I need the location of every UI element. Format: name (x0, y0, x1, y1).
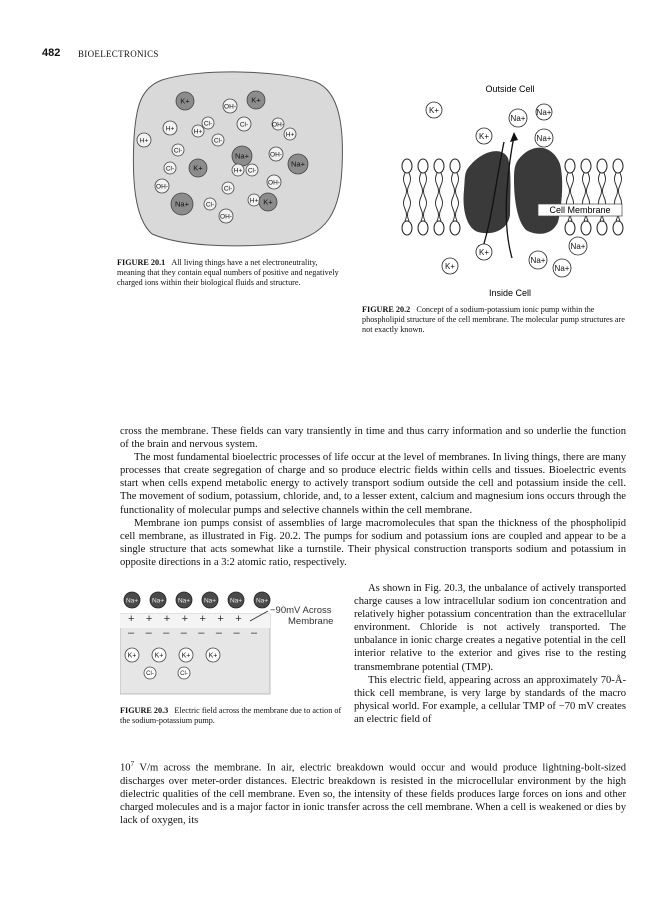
svg-text:Na+: Na+ (291, 159, 305, 169)
figure-20-3-label: FIGURE 20.3 (120, 706, 169, 715)
fig1-ion (237, 117, 251, 131)
svg-text:Na+: Na+ (151, 597, 165, 605)
svg-text:H+: H+ (193, 128, 203, 136)
membrane-bottom-heads (402, 221, 623, 235)
paragraph-4a: This electric field, appearing across an approximately 70-Å-thick cell membrane, is very large by standards of the macro physical world. For example, a cellular TMP of −70 mV creates an electric field of (354, 674, 626, 725)
svg-text:K+: K+ (180, 96, 190, 106)
fig1-ion (163, 121, 177, 135)
figure-20-1-caption (117, 258, 345, 288)
body-text-top (120, 425, 626, 569)
fig3-sodium-ion (150, 592, 166, 608)
fig2-ion-inside (442, 258, 458, 274)
svg-text:Na+: Na+ (175, 199, 189, 209)
svg-text:Na+: Na+ (570, 241, 586, 251)
svg-text:K+: K+ (478, 131, 490, 141)
svg-text:Cl-: Cl- (205, 201, 215, 209)
fig1-ion (204, 198, 216, 210)
svg-text:Na+: Na+ (203, 597, 217, 605)
fig1-ion (246, 164, 258, 176)
svg-text:H+: H+ (233, 167, 243, 175)
fig1-ion (232, 146, 252, 166)
body-text-beside-figure (354, 582, 626, 726)
svg-text:Na+: Na+ (177, 597, 191, 605)
svg-text:K+: K+ (181, 652, 191, 660)
fig2-ion-inside (553, 259, 571, 277)
figure-20-1-caption-text: All living things have a net electroneutrality, meaning that they contain equal numbers of positive and negatively charged ions within their biological fluids and structure. (117, 258, 339, 287)
paragraph-3: As shown in Fig. 20.3, the unbalance of actively transported charge causes a low intracellular sodium ion concentration and relatively higher potassium concentration than the extracellular environment. Chloride is not actively transported. The unbalance in ionic charge creates a negative potential in the cell interior relative to the exterior and gives rise to the resting transmembrane potential (TMP). (354, 583, 626, 673)
svg-text:Cl-: Cl- (165, 165, 175, 173)
svg-text:Cl-: Cl- (247, 167, 257, 175)
fig2-ion-outside (535, 129, 553, 147)
svg-text:Cl-: Cl- (223, 185, 233, 193)
svg-text:K+: K+ (208, 652, 218, 660)
svg-text:Cl-: Cl- (180, 671, 188, 678)
cell-membrane-label: Cell Membrane (549, 205, 611, 215)
svg-text:Na+: Na+ (125, 597, 139, 605)
fig3-annotation-line1: −90mV Across (270, 605, 332, 616)
fig3-sodium-ion (228, 592, 244, 608)
svg-text:H+: H+ (165, 125, 175, 133)
fig3-sodium-ion (254, 592, 270, 608)
svg-text:OH-: OH- (268, 179, 280, 187)
fig2-ion-outside (476, 128, 492, 144)
fig3-potassium-ion (152, 648, 166, 662)
fig1-ion (247, 91, 265, 109)
fig3-sodium-ion (124, 592, 140, 608)
page-number: 482 (42, 47, 61, 59)
svg-text:Na+: Na+ (255, 597, 269, 605)
svg-text:OH-: OH- (156, 183, 168, 191)
running-title: BIOELECTRONICS (78, 49, 159, 59)
svg-text:Na+: Na+ (554, 263, 570, 273)
fig1-ion (259, 193, 277, 211)
svg-text:Na+: Na+ (536, 107, 552, 117)
figure-20-3-caption (120, 706, 346, 726)
paragraph-2: Membrane ion pumps consist of assemblies of large macromolecules that span the thickness of the phospholipid cell membrane, as illustrated in Fig. 20.2. The pumps for sodium and potassium ions are coupled and appear to be a single structure that acts somewhat like a turnstile. Their physical construction transports sodium and potassium in opposite directions in a 3:2 atomic ratio, respectively. (120, 517, 626, 568)
fig3-potassium-ion (125, 648, 139, 662)
pump-right-subunit (514, 148, 562, 234)
outside-cell-label: Outside Cell (485, 84, 535, 94)
fig2-ion-inside (569, 237, 587, 255)
fig3-plus-row: + + + + + + + (128, 613, 246, 625)
svg-text:Na+: Na+ (530, 255, 546, 265)
fig1-ion (222, 182, 234, 194)
paragraph-0: cross the membrane. These fields can vary transiently in time and thus carry information and so underlie the function of the brain and nervous system. (120, 426, 626, 451)
inside-cell-label: Inside Cell (488, 288, 532, 298)
fig1-ion (267, 175, 281, 189)
fig1-ion (189, 159, 207, 177)
svg-text:OH-: OH- (272, 121, 284, 129)
fig3-sodium-ion (202, 592, 218, 608)
paragraph-4b (120, 758, 626, 827)
fig1-ion (155, 179, 169, 193)
fig2-ion-inside (476, 244, 492, 260)
svg-text:Na+: Na+ (229, 597, 243, 605)
svg-text:Na+: Na+ (235, 151, 249, 161)
fig2-ion-outside (426, 102, 442, 118)
figure-20-2-caption (362, 305, 626, 335)
svg-text:OH-: OH- (220, 213, 232, 221)
fig2-ion-inside (529, 251, 547, 269)
svg-text:K+: K+ (193, 163, 203, 173)
fig1-ion (272, 118, 284, 130)
svg-text:H+: H+ (249, 197, 259, 205)
fig3-chloride-ion (144, 667, 156, 679)
membrane-top-heads (402, 159, 623, 173)
fig1-ion (219, 209, 233, 223)
fig1-ion (192, 125, 204, 137)
fig1-ion (172, 144, 184, 156)
fig1-ion (232, 164, 244, 176)
paragraph-4b-text: V/m across the membrane. In air, electric breakdown would occur and would produce lightning-bolt-sized discharges over meter-order distances. Electric breakdown is resisted in the microcellular environment by the high dielectric qualities of the cell membrane. Even so, the intensity of these fields produces large forces on ions and other charged molecules and is a major factor in ionic transfer across the cell membrane. When a cell is weakened or dies by lack of oxygen, its (120, 762, 626, 826)
figure-20-1-label: FIGURE 20.1 (117, 258, 166, 267)
svg-text:Na+: Na+ (510, 113, 526, 123)
svg-text:Na+: Na+ (536, 133, 552, 143)
svg-text:Cl-: Cl- (173, 147, 183, 155)
fig1-ion (269, 147, 283, 161)
svg-text:Cl-: Cl- (203, 120, 213, 128)
svg-text:K+: K+ (478, 247, 490, 257)
fig3-sodium-row (124, 592, 270, 608)
fig1-ion (223, 99, 237, 113)
fig1-ion (202, 117, 214, 129)
exponent-power: 7 (130, 760, 135, 768)
svg-text:Cl-: Cl- (213, 137, 223, 145)
fig1-ion (284, 128, 296, 140)
fig3-sodium-ion (176, 592, 192, 608)
figure-20-3-diagram (120, 591, 350, 701)
pump-left-subunit (464, 151, 511, 233)
svg-text:K+: K+ (428, 105, 440, 115)
fig1-ion (164, 162, 176, 174)
fig3-annotation-line2: Membrane (288, 616, 334, 627)
fig3-potassium-ion (179, 648, 193, 662)
body-text-bottom (120, 758, 626, 827)
svg-text:H+: H+ (139, 137, 149, 145)
fig3-chloride-ion (178, 667, 190, 679)
fig1-ion (171, 193, 193, 215)
svg-text:H+: H+ (285, 131, 295, 139)
fig1-ion (137, 133, 151, 147)
figure-20-3-caption-text: Electric field across the membrane due to action of the sodium-potassium pump. (120, 706, 342, 725)
figure-20-1-diagram (130, 68, 345, 248)
svg-text:K+: K+ (263, 197, 273, 207)
fig1-ion (212, 134, 224, 146)
exponent-base: 10 (120, 762, 131, 774)
paragraph-1: The most fundamental bioelectric processes of life occur at the level of membranes. In living things, there are many processes that create segregation of charge and so produce electric fields within cells and tissues. Bioelectric events start when cells expend metabolic energy to actively transport sodium outside the cell and potassium inside the cell. The movement of sodium, potassium, chloride, and, to a lesser extent, calcium and magnesium ions occurs through the functionality of molecular pumps and selective channels within the cell membrane. (120, 452, 626, 516)
svg-text:K+: K+ (154, 652, 164, 660)
fig3-potassium-ion (206, 648, 220, 662)
fig2-ion-outside (536, 104, 552, 120)
svg-text:K+: K+ (251, 95, 261, 105)
figure-20-2-caption-text: Concept of a sodium-potassium ionic pump within the phospholipid structure of the cell membrane. The molecular pump structures are not exactly known. (362, 305, 625, 334)
svg-text:K+: K+ (127, 652, 137, 660)
fig3-minus-row: – – – – – – – – (128, 627, 262, 639)
svg-text:OH-: OH- (224, 103, 236, 111)
fig1-ion (288, 154, 308, 174)
fig1-ion (248, 194, 260, 206)
fig1-ion (176, 92, 194, 110)
svg-text:K+: K+ (444, 261, 456, 271)
svg-text:Cl-: Cl- (146, 671, 154, 678)
figure-20-2-diagram (392, 80, 632, 300)
fig2-ion-outside (509, 109, 527, 127)
svg-text:OH-: OH- (270, 151, 282, 159)
figure-20-2-label: FIGURE 20.2 (362, 305, 411, 314)
svg-text:Cl-: Cl- (239, 121, 249, 129)
